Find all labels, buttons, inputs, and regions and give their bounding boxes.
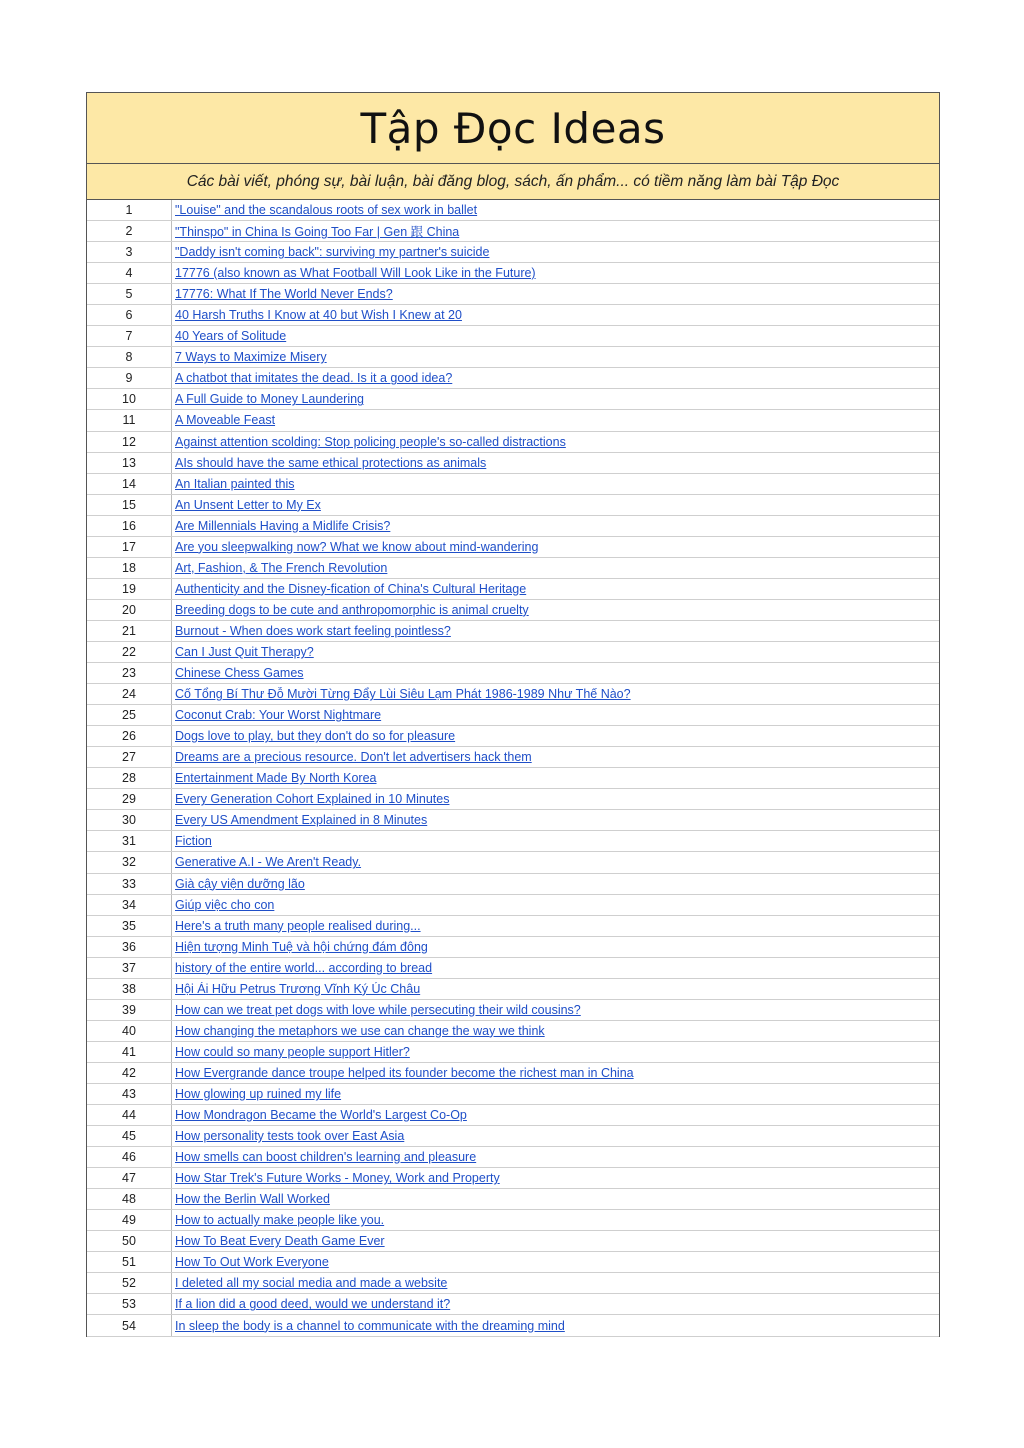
idea-link[interactable]: 17776: What If The World Never Ends?: [175, 287, 393, 302]
row-number: 11: [87, 410, 172, 430]
row-number: 53: [87, 1294, 172, 1314]
idea-link[interactable]: How smells can boost children's learning and pleasure: [175, 1150, 477, 1165]
table-row: [87, 1168, 939, 1189]
row-number: 41: [87, 1042, 172, 1062]
idea-link[interactable]: Coconut Crab: Your Worst Nightmare: [175, 708, 382, 723]
idea-link[interactable]: In sleep the body is a channel to communicate with the dreaming mind: [175, 1318, 565, 1333]
row-number: 27: [87, 747, 172, 767]
idea-link[interactable]: Authenticity and the Disney-fication of China's Cultural Heritage: [175, 581, 527, 596]
idea-link[interactable]: Breeding dogs to be cute and anthropomorphic is animal cruelty: [175, 602, 529, 617]
table-row: [87, 1189, 939, 1210]
table-row: [87, 958, 939, 979]
table-row: [87, 1000, 939, 1021]
idea-link[interactable]: How can we treat pet dogs with love while persecuting their wild cousins?: [175, 1002, 581, 1017]
table-row: [87, 768, 939, 789]
idea-link[interactable]: Dreams are a precious resource. Don't let advertisers hack them: [175, 750, 532, 765]
idea-link[interactable]: 40 Years of Solitude: [175, 329, 287, 344]
row-number: 6: [87, 305, 172, 325]
idea-link[interactable]: Già cậy viện dưỡng lão: [175, 876, 305, 891]
row-number: 38: [87, 979, 172, 999]
row-number: 51: [87, 1252, 172, 1272]
row-number: 18: [87, 558, 172, 578]
row-number: 13: [87, 453, 172, 473]
row-number: 14: [87, 474, 172, 494]
page-subtitle: Các bài viết, phóng sự, bài luận, bài đăng blog, sách, ấn phẩm... có tiềm năng làm bài Tập Đọc: [186, 172, 840, 190]
table-row: [87, 453, 939, 474]
row-number: 32: [87, 852, 172, 872]
table-row: [87, 1315, 939, 1336]
idea-link[interactable]: AIs should have the same ethical protections as animals: [175, 455, 487, 470]
table-row: [87, 663, 939, 684]
table-row: [87, 1063, 939, 1084]
table-row: [87, 916, 939, 937]
table-row: [87, 747, 939, 768]
idea-link[interactable]: Chinese Chess Games: [175, 666, 304, 681]
idea-link[interactable]: 17776 (also known as What Football Will Look Like in the Future): [175, 266, 536, 281]
idea-link[interactable]: "Thinspo" in China Is Going Too Far | Gen 跟 China: [175, 225, 460, 240]
table-row: [87, 242, 939, 263]
row-number: 52: [87, 1273, 172, 1293]
idea-link[interactable]: An Italian painted this: [175, 476, 295, 491]
idea-link[interactable]: Hiện tượng Minh Tuệ và hội chứng đám đông: [175, 939, 428, 954]
idea-link[interactable]: Generative A.I - We Aren't Ready.: [175, 855, 362, 870]
table-row: [87, 389, 939, 410]
idea-link[interactable]: How glowing up ruined my life: [175, 1086, 342, 1101]
idea-link[interactable]: Cố Tổng Bí Thư Đỗ Mười Từng Đẩy Lùi Siêu Lạm Phát 1986-1989 Như Thế Nào?: [175, 687, 631, 702]
idea-link[interactable]: How Star Trek's Future Works - Money, Work and Property: [175, 1171, 500, 1186]
table-row: [87, 874, 939, 895]
row-number: 20: [87, 600, 172, 620]
table-row: [87, 937, 939, 958]
idea-link[interactable]: How Evergrande dance troupe helped its founder become the richest man in China: [175, 1065, 634, 1080]
idea-link[interactable]: How To Out Work Everyone: [175, 1255, 329, 1270]
idea-link[interactable]: Every US Amendment Explained in 8 Minutes: [175, 813, 428, 828]
table-row: [87, 852, 939, 873]
row-number: 39: [87, 1000, 172, 1020]
ideas-sheet: [86, 92, 940, 1337]
table-row: [87, 810, 939, 831]
row-number: 50: [87, 1231, 172, 1251]
row-number: 16: [87, 516, 172, 536]
row-number: 43: [87, 1084, 172, 1104]
table-row: [87, 474, 939, 495]
row-number: 15: [87, 495, 172, 515]
table-row: [87, 1126, 939, 1147]
row-number: 21: [87, 621, 172, 641]
row-number: 29: [87, 789, 172, 809]
table-row: [87, 642, 939, 663]
table-row: [87, 537, 939, 558]
page-title: Tập Đọc Ideas: [360, 103, 666, 153]
idea-link[interactable]: How personality tests took over East Asia: [175, 1129, 405, 1144]
table-row: [87, 600, 939, 621]
row-number: 34: [87, 895, 172, 915]
row-number: 22: [87, 642, 172, 662]
table-row: [87, 284, 939, 305]
title-cell: [87, 93, 939, 164]
row-number: 24: [87, 684, 172, 704]
table-row: [87, 705, 939, 726]
table-row: [87, 1147, 939, 1168]
table-row: [87, 347, 939, 368]
table-row: [87, 1042, 939, 1063]
row-number: 37: [87, 958, 172, 978]
idea-link[interactable]: How changing the metaphors we use can change the way we think: [175, 1023, 545, 1038]
idea-link[interactable]: If a lion did a good deed, would we understand it?: [175, 1297, 451, 1312]
table-row: [87, 368, 939, 389]
table-row: [87, 1084, 939, 1105]
table-row: [87, 895, 939, 916]
idea-link[interactable]: Art, Fashion, & The French Revolution: [175, 560, 388, 575]
table-row: [87, 1105, 939, 1126]
row-number: 48: [87, 1189, 172, 1209]
row-number: 17: [87, 537, 172, 557]
idea-link[interactable]: Dogs love to play, but they don't do so for pleasure: [175, 729, 456, 744]
row-number: 36: [87, 937, 172, 957]
row-number: 4: [87, 263, 172, 283]
row-number: 40: [87, 1021, 172, 1041]
table-row: [87, 1210, 939, 1231]
row-number: 44: [87, 1105, 172, 1125]
row-number: 9: [87, 368, 172, 388]
table-row: [87, 516, 939, 537]
idea-link[interactable]: How Mondragon Became the World's Largest Co-Op: [175, 1108, 467, 1123]
idea-link[interactable]: Giúp việc cho con: [175, 897, 275, 912]
table-row: [87, 495, 939, 516]
row-number: 5: [87, 284, 172, 304]
idea-link[interactable]: Against attention scolding: Stop policing people's so-called distractions: [175, 434, 566, 449]
row-number: 30: [87, 810, 172, 830]
idea-link[interactable]: Fiction: [175, 834, 212, 849]
table-row: [87, 979, 939, 1000]
table-row: [87, 432, 939, 453]
idea-link[interactable]: A chatbot that imitates the dead. Is it a good idea?: [175, 371, 453, 386]
idea-link[interactable]: Here's a truth many people realised during...: [175, 918, 421, 933]
table-row: [87, 558, 939, 579]
table-row: [87, 1252, 939, 1273]
row-number: 23: [87, 663, 172, 683]
row-number: 33: [87, 874, 172, 894]
row-number: 25: [87, 705, 172, 725]
row-number: 7: [87, 326, 172, 346]
idea-link[interactable]: "Daddy isn't coming back": surviving my partner's suicide: [175, 245, 490, 260]
row-number: 31: [87, 831, 172, 851]
row-number: 47: [87, 1168, 172, 1188]
idea-link[interactable]: Are Millennials Having a Midlife Crisis?: [175, 518, 391, 533]
idea-link[interactable]: 7 Ways to Maximize Misery: [175, 350, 327, 365]
idea-link[interactable]: Are you sleepwalking now? What we know about mind-wandering: [175, 539, 539, 554]
row-number: 35: [87, 916, 172, 936]
table-row: [87, 200, 939, 221]
table-row: [87, 305, 939, 326]
idea-link[interactable]: How could so many people support Hitler?: [175, 1044, 410, 1059]
idea-link[interactable]: 40 Harsh Truths I Know at 40 but Wish I Knew at 20: [175, 308, 462, 323]
table-row: [87, 263, 939, 284]
row-number: 26: [87, 726, 172, 746]
row-number: 10: [87, 389, 172, 409]
table-row: [87, 1273, 939, 1294]
table-row: [87, 410, 939, 431]
table-row: [87, 1021, 939, 1042]
table-row: [87, 621, 939, 642]
idea-link[interactable]: history of the entire world... according to bread: [175, 960, 433, 975]
idea-link[interactable]: How To Beat Every Death Game Ever: [175, 1234, 385, 1249]
idea-link[interactable]: Entertainment Made By North Korea: [175, 771, 377, 786]
table-row: [87, 1294, 939, 1315]
row-number: 3: [87, 242, 172, 262]
idea-link[interactable]: An Unsent Letter to My Ex: [175, 497, 321, 512]
row-number: 28: [87, 768, 172, 788]
table-row: [87, 831, 939, 852]
table-row: [87, 789, 939, 810]
row-number: 54: [87, 1315, 172, 1335]
idea-link[interactable]: Burnout - When does work start feeling pointless?: [175, 623, 451, 638]
idea-link[interactable]: How to actually make people like you.: [175, 1213, 385, 1228]
table-row: [87, 1231, 939, 1252]
ideas-list: [87, 200, 939, 1337]
table-row: [87, 684, 939, 705]
idea-link[interactable]: "Louise" and the scandalous roots of sex work in ballet: [175, 203, 478, 218]
table-row: [87, 726, 939, 747]
row-number: 8: [87, 347, 172, 367]
row-number: 45: [87, 1126, 172, 1146]
row-number: 2: [87, 221, 172, 241]
idea-link[interactable]: A Moveable Feast: [175, 413, 276, 428]
idea-link[interactable]: How the Berlin Wall Worked: [175, 1192, 330, 1207]
idea-link[interactable]: I deleted all my social media and made a website: [175, 1276, 448, 1291]
row-number: 46: [87, 1147, 172, 1167]
table-row: [87, 579, 939, 600]
idea-link[interactable]: Hội Ái Hữu Petrus Trương Vĩnh Ký Úc Châu: [175, 981, 421, 996]
idea-link[interactable]: Can I Just Quit Therapy?: [175, 645, 314, 659]
row-number: 42: [87, 1063, 172, 1083]
row-number: 1: [87, 200, 172, 220]
table-row: [87, 221, 939, 242]
table-row: [87, 326, 939, 347]
row-number: 12: [87, 432, 172, 452]
row-number: 49: [87, 1210, 172, 1230]
idea-link[interactable]: Every Generation Cohort Explained in 10 Minutes: [175, 792, 450, 807]
row-number: 19: [87, 579, 172, 599]
subtitle-cell: [87, 164, 939, 200]
idea-link[interactable]: A Full Guide to Money Laundering: [175, 392, 365, 407]
